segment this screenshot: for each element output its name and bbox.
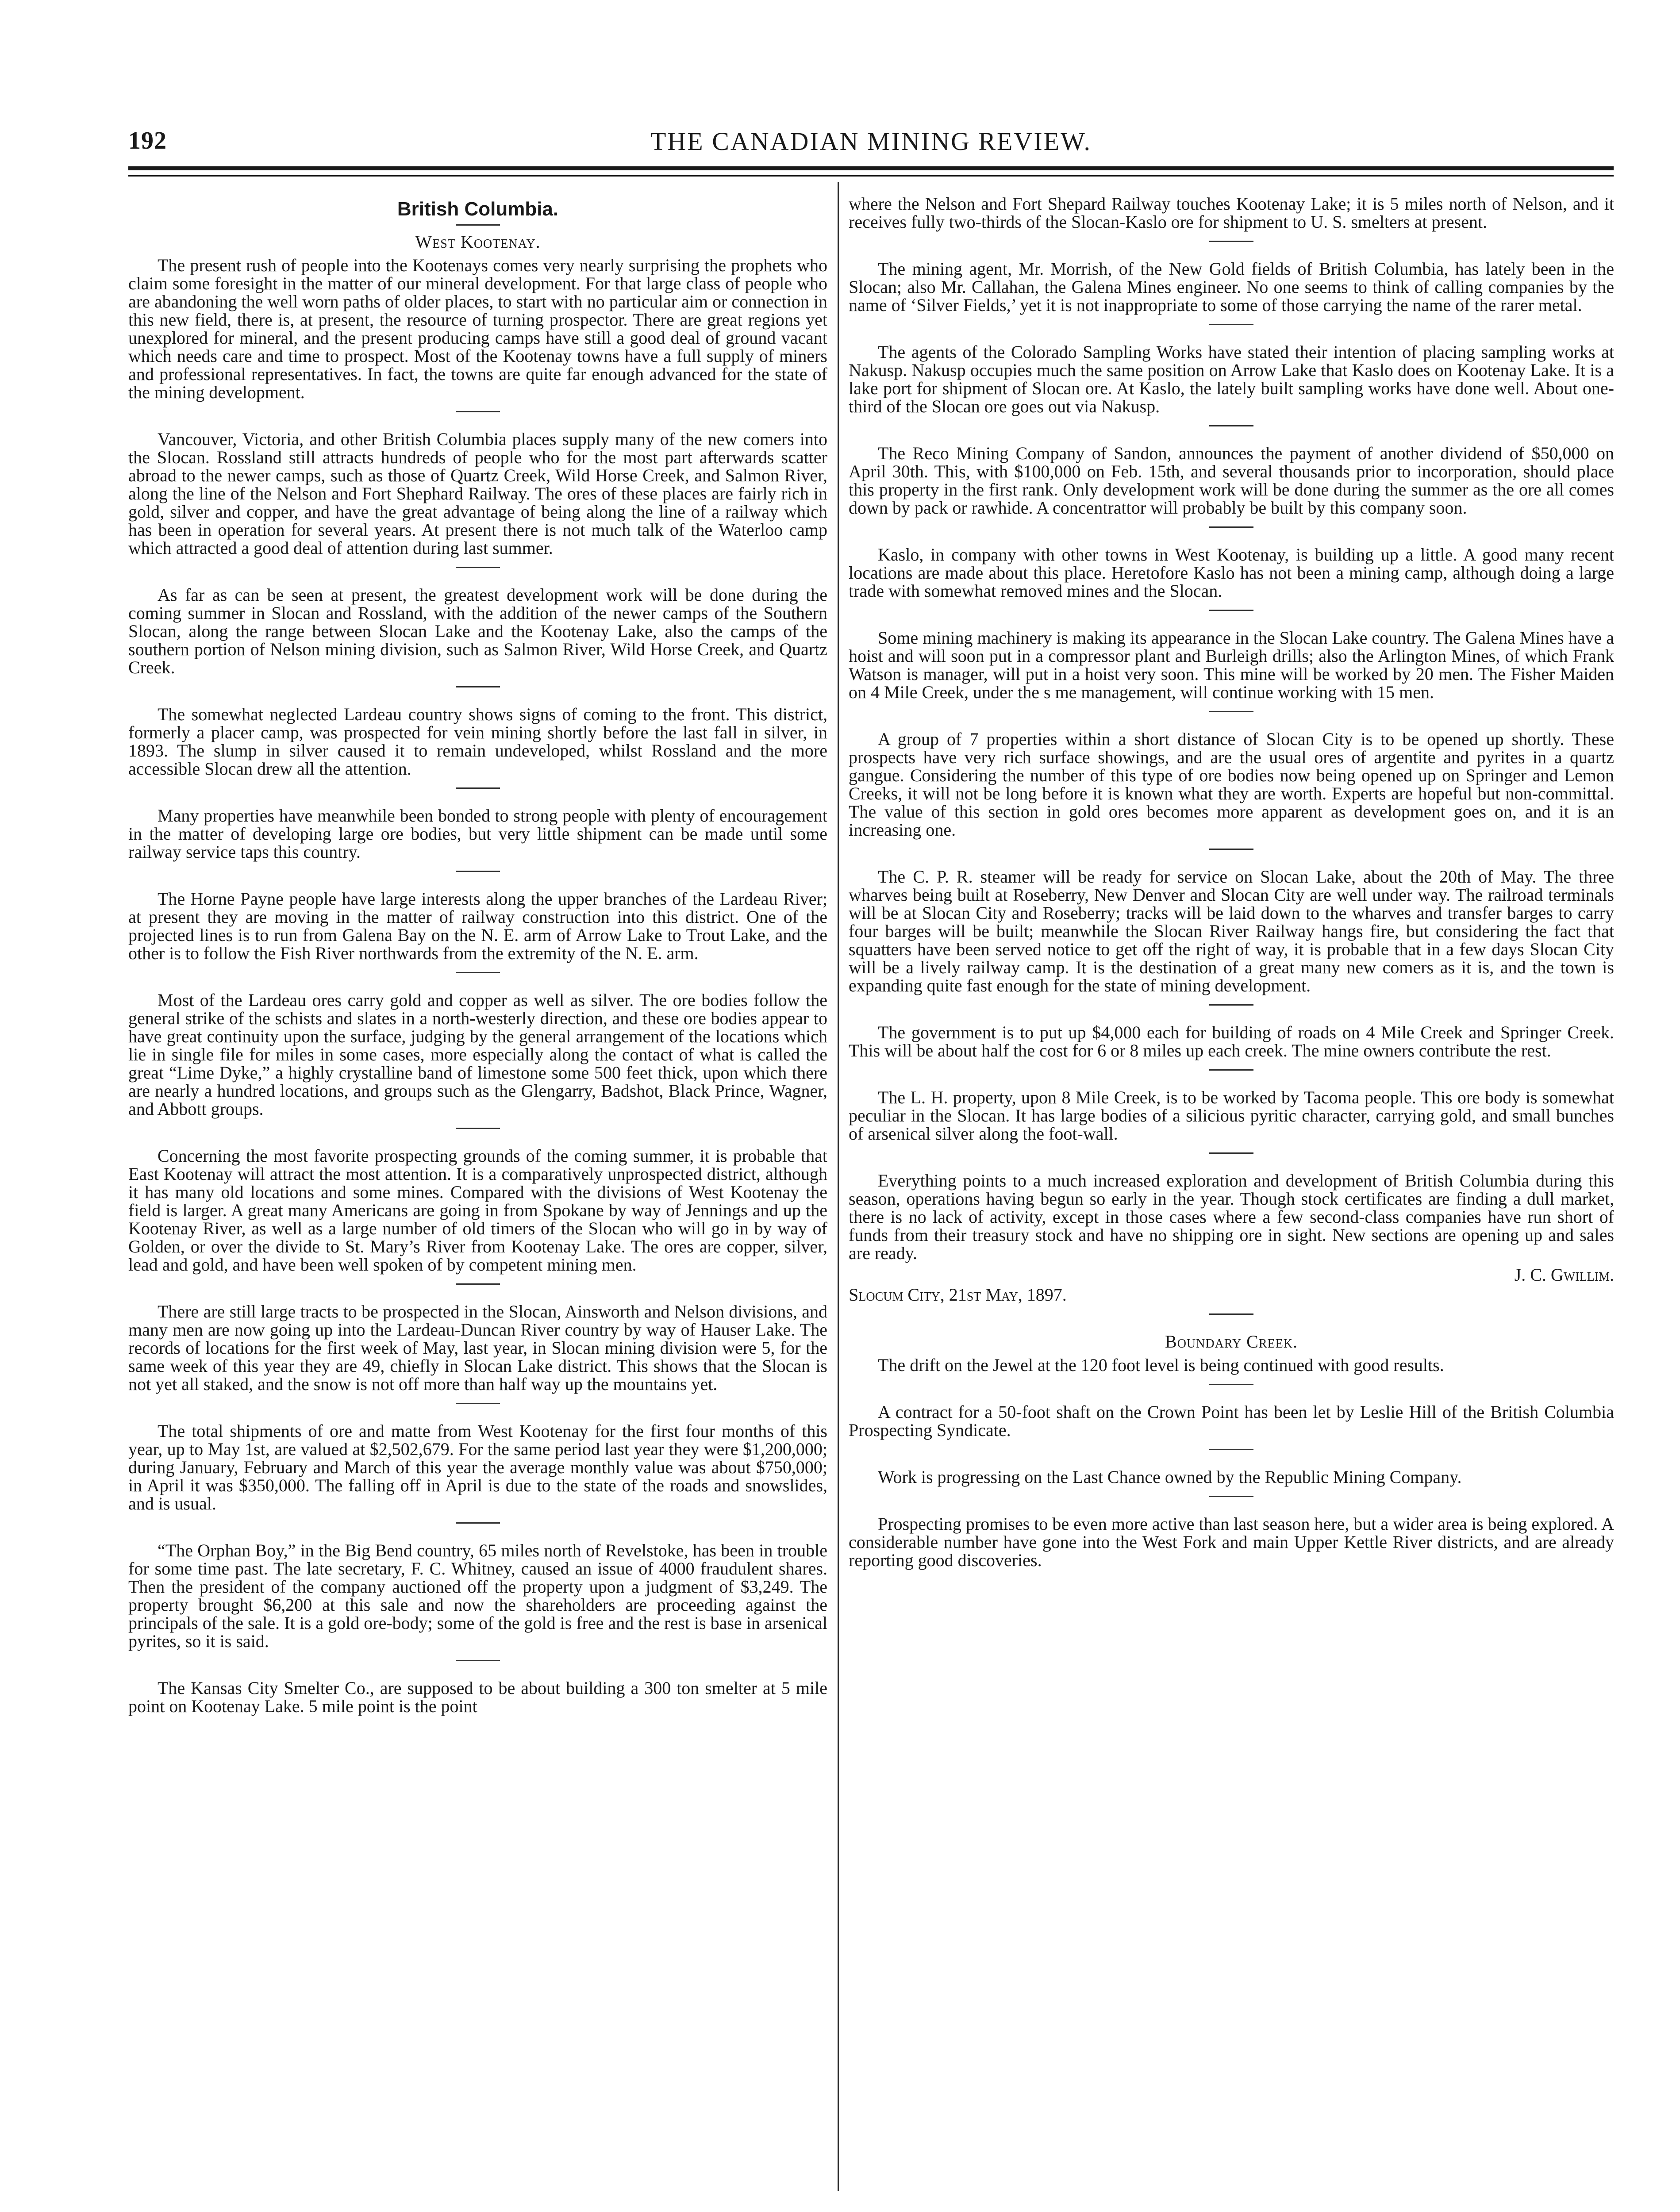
article-paragraph: The Horne Payne people have large interests along the upper branches of the Lardeau River; at present they are moving in the matter of railway construction into this district. One of the projected lines is to run from Galena Bay on the N. E. arm of Arrow Lake to Trout Lake, and the other is to follow the Fish River northwards from the extremity of the N. E. arm. [128, 889, 827, 963]
header-rule-thick [128, 166, 1614, 170]
separator [1209, 1069, 1253, 1071]
right-column [849, 195, 1614, 1569]
separator [1209, 1449, 1253, 1450]
article-paragraph: The total shipments of ore and matte from West Kootenay for the first four months of this year, up to May 1st, are valued at $2,502,679. For the same period last year they were $1,200,000; during January, February and March of this year the average monthly value was about $750,000; in April it was $350,000. The falling off in April is due to the state of the roads and snowslides, and is usual. [128, 1421, 827, 1513]
article-paragraph: Most of the Lardeau ores carry gold and copper as well as silver. The ore bodies follow the general strike of the schists and slates in a north-westerly direction, and these ore bodies appear to have great continuity upon the surface, judging by the general arrangement of the locations which lie in single file for miles in some cases, more especially along the contact of what is called the great “Lime Dyke,” a highly crystalline band of limestone some 500 feet thick, upon which there are nearly a hundred locations, and groups such as the Glengarry, Badshot, Black Prince, Wagner, and Abbott groups. [128, 990, 827, 1119]
separator [1209, 1384, 1253, 1385]
article-paragraph: Some mining machinery is making its appearance in the Slocan Lake country. The Galena Mines have a hoist and will soon put in a compressor plant and Burleigh drills; also the Arlington Mines, of which Frank Watson is manager, will put in a hoist very soon. This mine will be worked by 20 men. The Fisher Maiden on 4 Mile Creek, under the s me management, will continue working with 15 men. [849, 628, 1614, 702]
separator [456, 972, 500, 973]
article-paragraph: The C. P. R. steamer will be ready for service on Slocan Lake, about the 20th of May. The three wharves being built at Roseberry, New Denver and Slocan City are well under way. The railroad terminals will be at Slocan City and Roseberry; tracks will be laid down to the wharves and transfer barges to carry four barges will be built; meanwhile the Slocan River Railway hangs fire, but considering the fact that squatters have been served notice to get off the right of way, it is probable that in a few days Slocan City will be a lively railway camp. It is the destination of a great many new comers as it is, and the town is expanding quite fast enough for the state of mining development. [849, 867, 1614, 995]
article-paragraph: Kaslo, in company with other towns in West Kootenay, is building up a little. A good many recent locations are made about this place. Heretofore Kaslo has not been a mining camp, although doing a large trade with somewhat removed mines and the Slocan. [849, 545, 1614, 601]
journal-title: THE CANADIAN MINING REVIEW. [650, 127, 1092, 156]
separator [1209, 425, 1253, 426]
left-column [128, 195, 827, 1715]
article-paragraph: The government is to put up $4,000 each for building of roads on 4 Mile Creek and Springer Creek. This will be about half the cost for 6 or 8 miles up each creek. The mine owners contribute the rest. [849, 1022, 1614, 1060]
article-paragraph: A contract for a 50-foot shaft on the Crown Point has been let by Leslie Hill of the British Columbia Prospecting Syndicate. [849, 1402, 1614, 1440]
separator [1209, 610, 1253, 611]
article-paragraph: Work is progressing on the Last Chance owned by the Republic Mining Company. [878, 1467, 1462, 1487]
page-header [128, 127, 1614, 162]
separator [1209, 849, 1253, 850]
separator [456, 1403, 500, 1404]
separator [456, 686, 500, 687]
separator [1209, 241, 1253, 242]
article-paragraph: As far as can be seen at present, the greatest development work will be done during the coming summer in Slocan and Rossland, with the addition of the newer camps of the Southern Slocan, along the range between Slocan Lake and the Kootenay Lake, also the camps of the southern portion of Nelson mining division, such as Salmon River, Wild Horse Creek, and Quartz Creek. [128, 585, 827, 677]
separator [456, 1128, 500, 1129]
separator [1209, 1496, 1253, 1497]
subsection-title: West Kootenay. [415, 232, 541, 252]
article-paragraph: Many properties have meanwhile been bonded to strong people with plenty of encouragement in the matter of developing large ore bodies, but very little shipment can be made until some railway service taps this country. [128, 806, 827, 862]
article-paragraph: Everything points to a much increased exploration and development of British Columbia during this season, operations having begun so early in the year. Though stock certificates are finding a dull market, there is no lack of activity, except in those cases where a few second-class companies have run short of funds from their treasury stock and have no shipping ore in sight. New sections are opening up and sales are ready. [849, 1171, 1614, 1263]
separator [456, 871, 500, 872]
separator [456, 787, 500, 789]
subsection-title: Boundary Creek. [1165, 1332, 1298, 1352]
article-paragraph: “The Orphan Boy,” in the Big Bend country, 65 miles north of Revelstoke, has been in trouble for some time past. The late secretary, F. C. Whitney, caused an issue of 4000 fraudulent shares. Then the president of the company auctioned off the property upon a judgment of $3,249. The property brought $6,200 at this sale and now the shareholders are proceeding against the principals of the sale. It is a gold ore-body; some of the gold is free and the rest is base in arsenical pyrites, so it is said. [128, 1540, 827, 1651]
separator [456, 567, 500, 568]
separator [1209, 1152, 1253, 1154]
article-paragraph: The present rush of people into the Kootenays comes very nearly surprising the prophets who claim some foresight in the matter of our mineral development. For that large class of people who are abandoning the well worn paths of older places, to start with no particular aim or connection in this new field, there is, at present, the resource of turning prospector. There are great regions yet unexplored for mineral, and the present producing camps have still a good deal of ground vacant which needs care and time to prospect. Most of the Kootenay towns have a full supply of miners and professional representatives. In fact, the towns are quite far enough advanced for the state of the mining development. [128, 255, 827, 402]
header-rule-thin [128, 175, 1614, 177]
article-paragraph: The agents of the Colorado Sampling Works have stated their intention of placing sampling works at Nakusp. Nakusp occupies much the same position on Arrow Lake that Kaslo does on Kootenay Lake. It is a lake port for shipment of Slocan ore. At Kaslo, the lately built sampling works have done well. About one-third of the Slocan ore goes out via Nakusp. [849, 342, 1614, 416]
article-paragraph: Prospecting promises to be even more active than last season here, but a wider area is being explored. A considerable number have gone into the West Fork and main Upper Kettle River districts, and are already reporting good discoveries. [849, 1514, 1614, 1570]
article-paragraph-continued: where the Nelson and Fort Shepard Railway touches Kootenay Lake; it is 5 miles north of Nelson, and it receives fully two-thirds of the Slocan-Kaslo ore for shipment to U. S. smelters at present. [849, 194, 1614, 232]
article-paragraph: The L. H. property, upon 8 Mile Creek, is to be worked by Tacoma people. This ore body is somewhat peculiar in the Slocan. It has large bodies of a silicious pyritic character, carrying gold, and small bunches of arsenical silver along the foot-wall. [849, 1087, 1614, 1144]
separator [456, 224, 500, 226]
author-signature: J. C. Gwillim. [1514, 1265, 1614, 1285]
article-paragraph: A group of 7 properties within a short distance of Slocan City is to be opened up shortly. These prospects have very rich surface showings, and are the usual ores of argentite and pyrites in a quartz gangue. Considering the number of this type of ore bodies now being opened up on Springer and Lemon Creeks, it will not be long before it is known what they are worth. Experts are hopeful but non-committal. The value of this section in gold ores becomes more apparent as development goes on, and it is an increasing one. [849, 729, 1614, 840]
article-paragraph: The Kansas City Smelter Co., are supposed to be about building a 300 ton smelter at 5 mile point on Kootenay Lake. 5 mile point is the point [128, 1678, 827, 1716]
article-paragraph: The somewhat neglected Lardeau country shows signs of coming to the front. This district, formerly a placer camp, was prospected for vein mining shortly before the last fall in silver, in 1893. The slump in silver caused it to remain undeveloped, whilst Rossland and the more accessible Slocan drew all the attention. [128, 704, 827, 779]
separator [456, 1283, 500, 1285]
separator [456, 1660, 500, 1661]
separator [1209, 1004, 1253, 1006]
separator [1209, 526, 1253, 528]
separator [1209, 711, 1253, 712]
article-paragraph: The mining agent, Mr. Morrish, of the New Gold fields of British Columbia, has lately been in the Slocan; also Mr. Callahan, the Galena Mines engineer. No one seems to think of calling companies by the name of ‘Silver Fields,’ yet it is not inappropriate to some of those carrying the name of the rarer metal. [849, 259, 1614, 315]
dateline: Slocum City, 21st May, 1897. [849, 1285, 1067, 1305]
article-paragraph: The Reco Mining Company of Sandon, announces the payment of another dividend of $50,000 on April 30th. This, with $100,000 on Feb. 15th, and several thousands prior to incorporation, should place this property in the first rank. Only development work will be done during the summer as the ore all comes down by pack or rawhide. A concentrattor will probably be built by this company soon. [849, 443, 1614, 518]
article-paragraph: There are still large tracts to be prospected in the Slocan, Ainsworth and Nelson divisions, and many men are now going up into the Lardeau-Duncan River country by way of Hauser Lake. The records of locations for the first week of May, last year, in Slocan mining division were 5, for the same week of this year they are 49, chiefly in Slocan Lake district. This shows that the Slocan is not yet all staked, and the snow is not off more than half way up the mountains yet. [128, 1302, 827, 1394]
section-title: British Columbia. [397, 198, 559, 220]
column-divider [838, 182, 839, 2191]
separator [1209, 324, 1253, 325]
separator [456, 1522, 500, 1524]
separator [456, 411, 500, 412]
article-paragraph: Concerning the most favorite prospecting grounds of the coming summer, it is probable that East Kootenay will attract the most attention. It is a comparatively unprospected district, although it has many old locations and some mines. Compared with the divisions of West Kootenay the field is larger. A great many Americans are going in from Spokane by way of Jennings and up the Kootenay River, as well as a large number of old timers of the Slocan who will go in by way of Golden, or over the divide to St. Mary’s River from Kootenay Lake. The ores are copper, silver, lead and gold, and have been well spoken of by competent mining men. [128, 1146, 827, 1275]
article-paragraph: Vancouver, Victoria, and other British Columbia places supply many of the new comers into the Slocan. Rossland still attracts hundreds of people who for the most part afterwards scatter abroad to the newer camps, such as those of Quartz Creek, Wild Horse Creek, and Salmon River, along the line of the Nelson and Fort Shephard Railway. The ores of these places are fairly rich in gold, silver and copper, and have the great advantage of being along the line of a railway which has been in operation for several years. At present there is not much talk of the Waterloo camp which attracted a good deal of attention during last summer. [128, 429, 827, 558]
separator [1209, 1313, 1253, 1315]
article-paragraph: The drift on the Jewel at the 120 foot level is being continued with good results. [878, 1355, 1444, 1375]
page-number: 192 [128, 127, 167, 154]
